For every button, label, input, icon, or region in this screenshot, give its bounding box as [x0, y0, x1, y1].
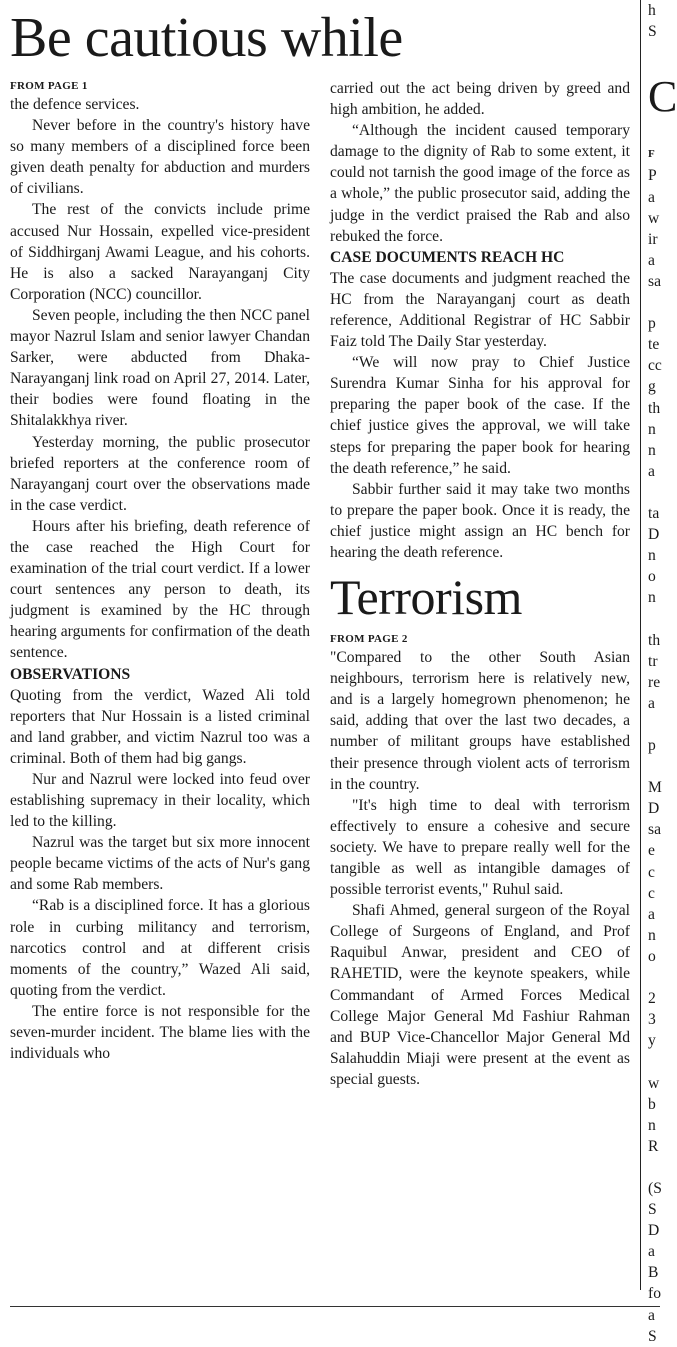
edge-fragment	[648, 482, 660, 503]
article-headline: Be cautious while	[10, 7, 403, 69]
edge-fragment	[648, 608, 660, 629]
paragraph: The entire force is not responsible for the seven-murder incident. The blame lies with the individuals who	[10, 1002, 310, 1063]
article-column-right	[330, 78, 630, 1090]
edge-fragment	[648, 1051, 660, 1072]
edge-fragment: c	[648, 863, 655, 881]
edge-fragment: C	[648, 72, 677, 122]
subhead-observations: OBSERVATIONS	[10, 665, 131, 683]
edge-fragment: p	[648, 315, 656, 333]
edge-fragment	[648, 123, 660, 144]
edge-fragment: D	[648, 526, 660, 544]
edge-fragment: sa	[648, 821, 661, 839]
edge-fragment: n	[648, 926, 656, 944]
paragraph: Never before in the country's history have so many members of a disciplined force been given death penalty for abduction and murders of civilians.	[10, 117, 310, 198]
edge-fragment: a	[648, 1306, 655, 1324]
edge-fragment: sa	[648, 272, 661, 290]
subhead-case-documents: CASE DOCUMENTS REACH HC	[330, 248, 565, 266]
edge-fragment: tr	[648, 652, 658, 670]
edge-fragment: th	[648, 631, 661, 649]
jump-line: FROM PAGE 1	[10, 80, 88, 92]
paragraph: Shafi Ahmed, general surgeon of the Royal College of Surgeons of England, and Prof Raquibul Anwar, president and CEO of RAHETID, were the keynote speakers, while Commandant of Armed Forces Medical College Major General Md Fashiur Rahman and BUP Vice-Chancellor Major General Md Salahuddin Miaji were present at the event as special guests.	[330, 902, 630, 1088]
edge-fragment: p	[648, 737, 656, 754]
edge-fragment: R	[648, 1137, 659, 1155]
edge-fragment: S	[648, 23, 657, 41]
paragraph: "It's high time to deal with terrorism effectively to ensure a cohesive and secure society. We have to prepare really well for the tangible as well as intangible damages of possible terrorist events," Ruhul said.	[330, 796, 630, 899]
edge-fragment	[648, 292, 660, 313]
edge-fragment: n	[648, 441, 656, 459]
edge-fragment: y	[648, 1032, 656, 1050]
edge-fragment	[648, 756, 660, 777]
paragraph: “We will now pray to Chief Justice Surendra Kumar Sinha for his approval for preparing the paper book of the case. If the chief justice gives the approval, we will take steps for preparing the paper book for hearing the death reference,” he said.	[330, 354, 630, 477]
edge-fragment: n	[648, 547, 656, 565]
edge-fragment: n	[648, 589, 656, 607]
edge-fragment: c	[648, 884, 655, 902]
edge-fragment: P	[648, 167, 657, 185]
edge-fragment: o	[648, 947, 656, 965]
paragraph: Quoting from the verdict, Wazed Ali told reporters that Nur Hossain is a listed criminal and land grabber, and victim Nazrul too was a criminal. Both of them had big gangs.	[10, 686, 310, 767]
edge-fragment: a	[648, 1243, 655, 1261]
edge-fragment: ir	[648, 230, 658, 248]
edge-fragment	[648, 42, 660, 63]
edge-fragment: w	[648, 209, 660, 227]
edge-fragment: 3	[648, 1011, 656, 1029]
edge-fragment: n	[648, 420, 656, 438]
jump-line: FROM PAGE 2	[330, 633, 408, 646]
edge-fragment	[648, 714, 660, 735]
edge-fragment: cc	[648, 357, 662, 375]
edge-fragment: a	[648, 462, 655, 480]
paragraph: "Compared to the other South Asian neighbours, terrorism here is relatively new, and is a largely homegrown phenomenon; he said, adding that over the last two decades, a number of militant groups have established their presence through violent acts of terrorism in the country.	[330, 649, 630, 793]
edge-fragment: D	[648, 800, 660, 818]
edge-fragment: M	[648, 779, 662, 797]
paragraph: Nur and Nazrul were locked into feud over establishing supremacy in their locality, which led to the killing.	[10, 770, 310, 831]
edge-fragment: F	[648, 148, 655, 161]
terrorism-headline: Terrorism	[330, 569, 522, 626]
paragraph: carried out the act being driven by greed and high ambition, he added.	[330, 80, 630, 119]
edge-fragment: (S	[648, 1179, 662, 1197]
paragraph: Hours after his briefing, death reference of the case reached the High Court for examination of the trial court verdict. If a lower court sentences any person to death, its judgment is examined by the HC through hearing arguments for confirmation of the death sentence.	[10, 517, 310, 662]
paragraph: “Rab is a disciplined force. It has a glorious role in curbing militancy and terrorism, narcotics control and at different crisis moments of the country,” Wazed Ali said, quoting from the verdict.	[10, 897, 310, 999]
edge-fragment: e	[648, 842, 655, 860]
paragraph: Sabbir further said it may take two months to prepare the paper book. Once it is ready, the chief justice might assign an HC bench for hearing the death reference.	[330, 480, 630, 561]
edge-fragment: D	[648, 1222, 660, 1240]
edge-fragment: B	[648, 1264, 659, 1282]
paragraph: Seven people, including the then NCC panel mayor Nazrul Islam and senior lawyer Chandan Sarker, were abducted from Dhaka-Narayanganj link road on April 27, 2014. Later, their bodies were found floating in the Shitalakkhya river.	[10, 306, 310, 430]
edge-fragment	[648, 1157, 660, 1178]
edge-fragment: g	[648, 378, 656, 396]
edge-fragment: o	[648, 568, 656, 586]
column-divider	[640, 0, 641, 1290]
edge-fragment: S	[648, 1201, 657, 1219]
edge-fragment: a	[648, 905, 655, 923]
bottom-rule	[10, 1306, 660, 1307]
cropped-adjacent-column	[648, 0, 677, 1345]
edge-fragment: ta	[648, 504, 660, 522]
edge-fragment: a	[648, 251, 655, 269]
edge-fragment: th	[648, 399, 661, 417]
edge-fragment: a	[648, 694, 655, 712]
paragraph: Yesterday morning, the public prosecutor briefed reporters at the conference room of Narayanganj court over the observations made in the case verdict.	[10, 433, 310, 514]
edge-fragment: a	[648, 188, 655, 206]
edge-fragment: re	[648, 673, 661, 691]
edge-fragment: 2	[648, 990, 656, 1008]
article-column-left	[10, 78, 310, 1064]
edge-fragment: S	[648, 1327, 657, 1345]
edge-fragment: fo	[648, 1285, 661, 1303]
edge-fragment: w	[648, 1074, 660, 1092]
edge-fragment	[648, 967, 660, 988]
paragraph: The rest of the convicts include prime accused Nur Hossain, expelled vice-president of Siddhirganj Awami League, and his cohorts. He is also a sacked Narayanganj City Corporation (NCC) councillor.	[10, 201, 310, 303]
edge-fragment: n	[648, 1116, 656, 1134]
paragraph: “Although the incident caused temporary damage to the dignity of Rab to some extent, it could not tarnish the good image of the force as a whole,” the public prosecutor said, adding the judge in the verdict praised the Rab and also rebuked the force.	[330, 122, 630, 245]
paragraph: the defence services.	[10, 96, 140, 113]
edge-fragment: b	[648, 1095, 656, 1113]
edge-fragment: h	[648, 2, 656, 19]
paragraph: Nazrul was the target but six more innocent people became victims of the acts of Nur's gang and some Rab members.	[10, 834, 310, 894]
paragraph: The case documents and judgment reached the HC from the Narayanganj court as death reference, Additional Registrar of HC Sabbir Faiz told The Daily Star yesterday.	[330, 269, 630, 351]
edge-fragment: te	[648, 336, 660, 354]
